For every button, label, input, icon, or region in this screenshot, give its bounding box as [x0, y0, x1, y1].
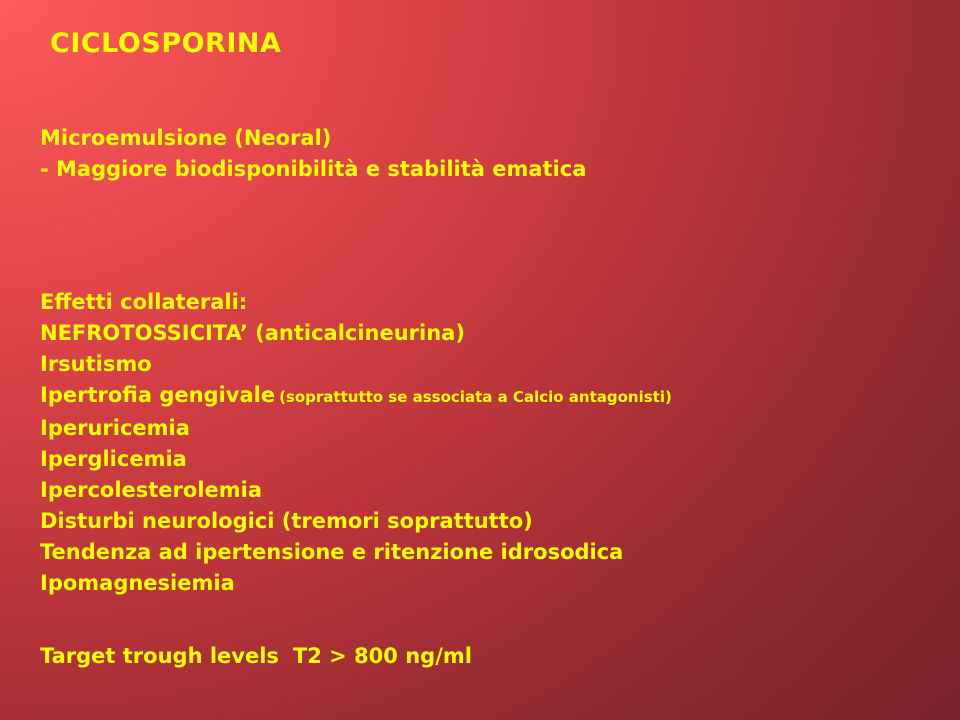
formulation-benefit: - Maggiore biodisponibilità e stabilità ematica	[40, 157, 587, 181]
side-effect-text: Ipercolesterolemia	[40, 478, 263, 502]
side-effect-text: Ipertrofia gengivale	[40, 383, 276, 407]
side-effect-text: Iperglicemia	[40, 447, 187, 471]
target-label: Target trough levels	[40, 644, 279, 668]
side-effect-item	[40, 444, 672, 475]
side-effect-text: Iperuricemia	[40, 416, 190, 440]
target-value: T2 > 800 ng/ml	[292, 644, 472, 668]
side-effect-item	[40, 380, 672, 413]
side-effect-item	[40, 475, 672, 506]
slide-title: CICLOSPORINA	[50, 28, 282, 59]
side-effect-item	[40, 413, 672, 444]
target-levels	[40, 641, 472, 672]
side-effect-text: Disturbi neurologici (tremori soprattutto)	[40, 509, 533, 533]
formulation-heading: Microemulsione (Neoral)	[40, 126, 332, 150]
side-effect-text: Tendenza ad ipertensione e ritenzione idrosodica	[40, 540, 624, 564]
side-effect-note: (soprattutto se associata a Calcio antagonisti)	[279, 388, 672, 406]
side-effect-item	[40, 568, 672, 599]
side-effect-text: Irsutismo	[40, 352, 152, 376]
side-effect-text: NEFROTOSSICITA’ (anticalcineurina)	[40, 321, 465, 345]
side-effect-item	[40, 537, 672, 568]
side-effect-item	[40, 349, 672, 380]
formulation-section	[40, 123, 586, 185]
side-effect-text: Ipomagnesiemia	[40, 571, 235, 595]
side-effect-item	[40, 318, 672, 349]
side-effects-section	[40, 287, 672, 599]
side-effects-heading: Effetti collaterali:	[40, 290, 248, 314]
side-effect-item	[40, 506, 672, 537]
